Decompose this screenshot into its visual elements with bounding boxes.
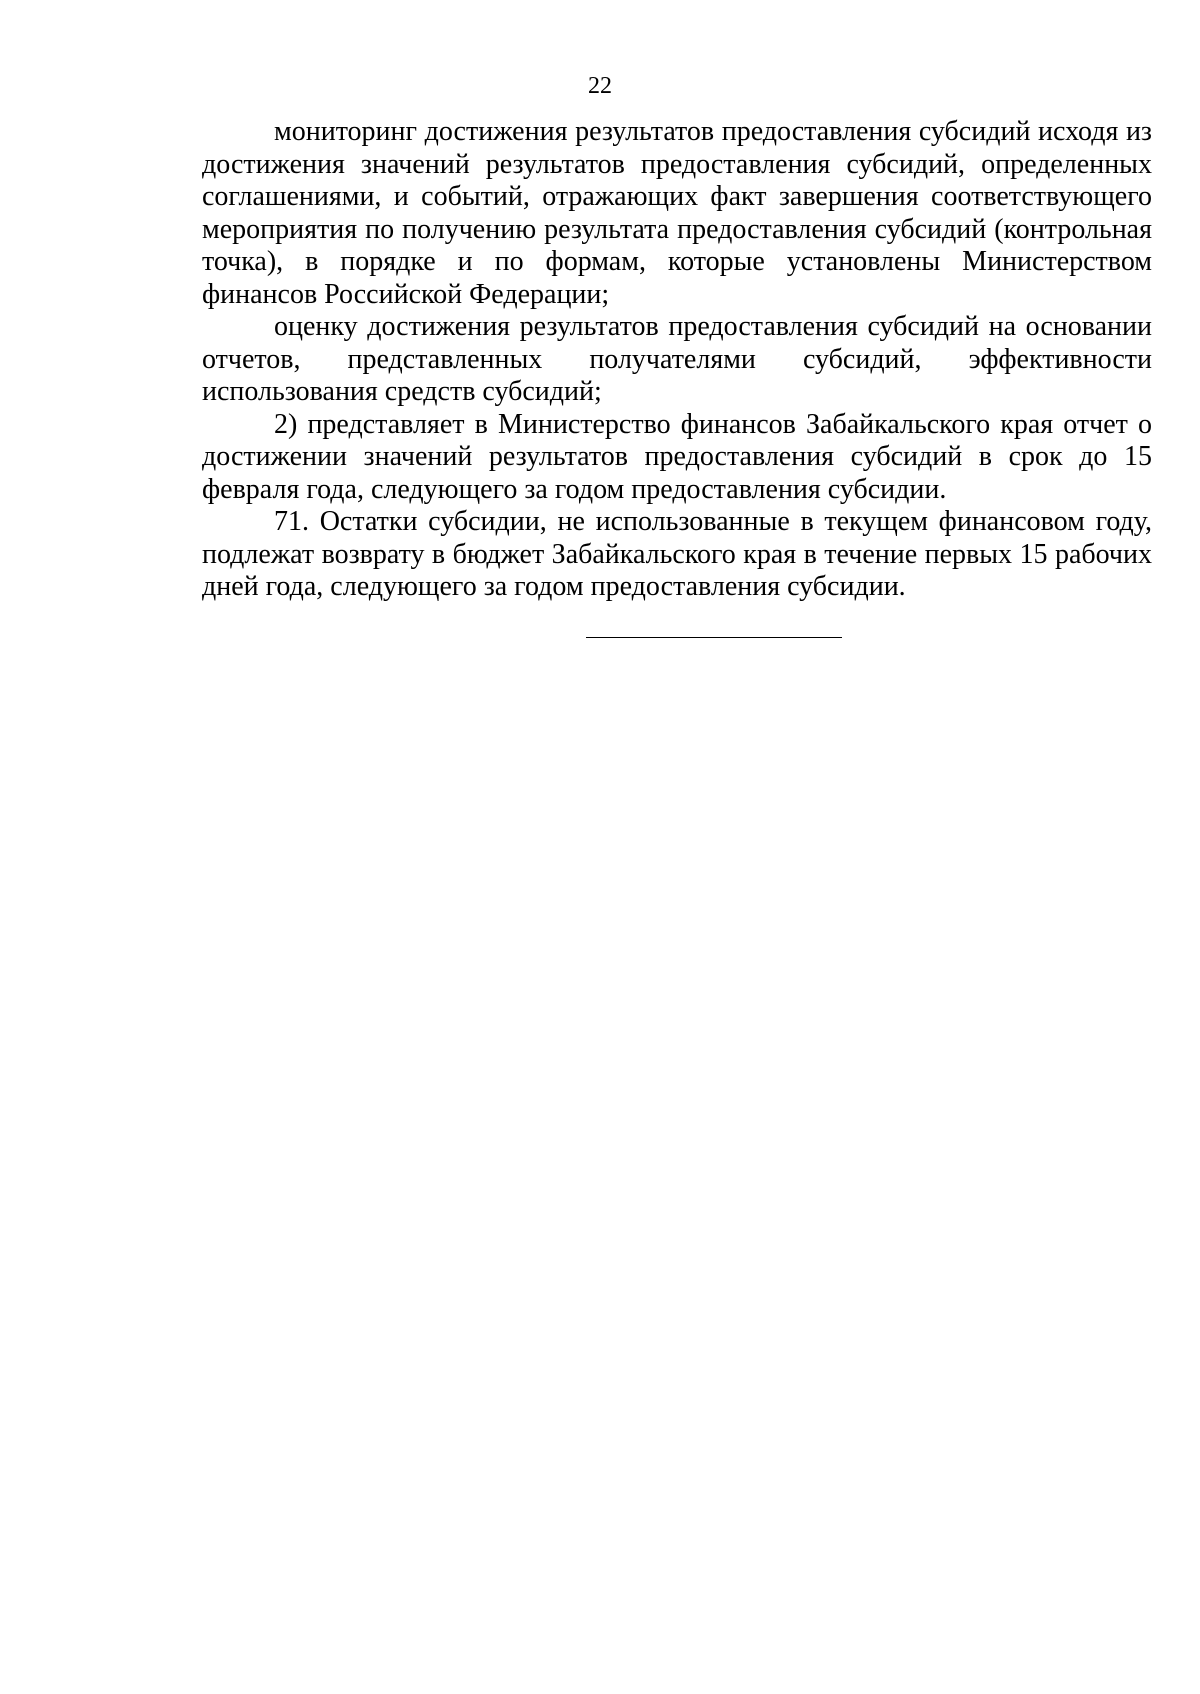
page-number: 22 — [588, 73, 612, 99]
paragraph-clause-71: 71. Остатки субсидии, не использованные в текущем финансовом году, подлежат возврату в бюджет Забайкальского края в течение первых 15 рабочих дней года, следующего за годом предоставления субсидии. — [202, 506, 1152, 602]
paragraph-report: 2) представляет в Министерство финансов Забайкальского края отчет о достижении значений результатов предоставления субсидий в срок до 15 февраля года, следующего за годом предоставления субсидии. — [202, 408, 1152, 505]
paragraph-monitoring: мониторинг достижения результатов предоставления субсидий исходя из достижения значений результатов предоставления субсидий, определенных соглашениями, и событий, отражающих факт завершения соответствующего мероприятия по получению результата предоставления субсидий (контрольная точка), в порядке и по формам, которые установлены Министерством финансов Российской Федерации; — [202, 116, 1152, 310]
paragraph-assessment: оценку достижения результатов предоставления субсидий на основании отчетов, представленных получателями субсидий, эффективности использования средств субсидий; — [202, 311, 1152, 407]
end-of-document-rule — [586, 637, 842, 638]
document-body — [202, 116, 1152, 604]
